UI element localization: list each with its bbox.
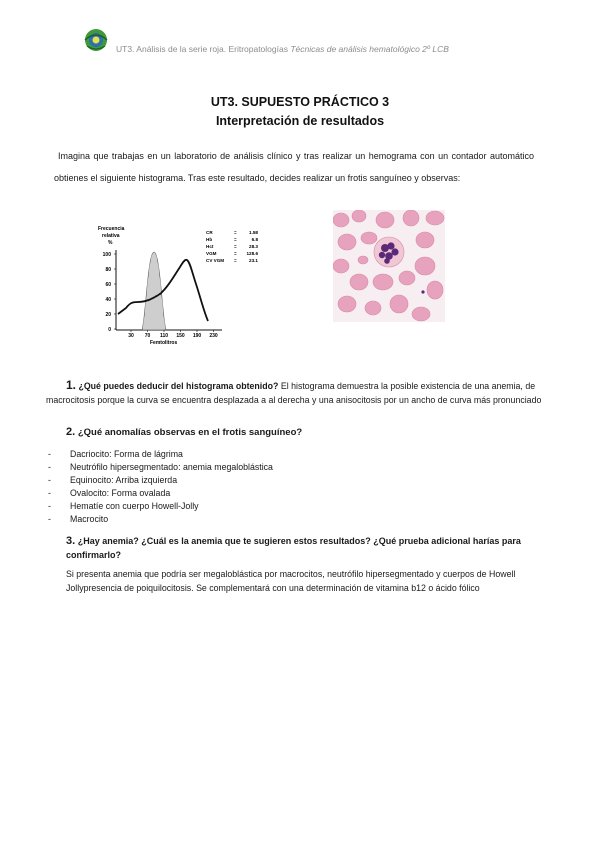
blood-smear-image bbox=[333, 210, 445, 322]
x-tick-label: 70 bbox=[144, 333, 151, 339]
question-2 bbox=[66, 426, 302, 438]
x-tick-label: 110 bbox=[159, 333, 169, 339]
question-3-text: ¿Hay anemia? ¿Cuál es la anemia que te sugieren estos resultados? ¿Qué prueba adicional harías para confirmarlo? bbox=[66, 536, 521, 560]
list-item: - Macrocito bbox=[48, 514, 109, 524]
table-equals: = bbox=[234, 244, 237, 249]
x-tick-label: 30 bbox=[128, 333, 134, 339]
list-item: - Neutrófilo hipersegmentado: anemia megaloblástica bbox=[48, 462, 273, 472]
question-3 bbox=[66, 534, 526, 562]
y-tick-label: 80 bbox=[105, 267, 111, 273]
table-label: Hct bbox=[206, 244, 214, 249]
table-equals: = bbox=[234, 258, 237, 263]
question-1-answer: El histograma demuestra la posible existencia de una anemia, de macrocitosis porque la curva se encuentra desplazada a al derecha y una anisocitosis por un ancho de curva más pronunciado bbox=[46, 381, 542, 405]
table-value: 6.8 bbox=[251, 237, 258, 242]
table-value: 128.6 bbox=[246, 251, 258, 256]
intro-paragraph bbox=[54, 145, 534, 189]
ylabel-line1: Frecuencia bbox=[98, 226, 125, 232]
list-item: - Ovalocito: Forma ovalada bbox=[48, 488, 171, 498]
question-1-text: ¿Qué puedes deducir del histograma obtenido? bbox=[78, 381, 279, 391]
x-tick-label: 230 bbox=[209, 333, 218, 339]
question-3-number: 3. bbox=[66, 535, 76, 547]
school-logo-icon bbox=[82, 26, 110, 54]
table-label: Hb bbox=[206, 237, 213, 242]
question-3-answer: Si presenta anemia que podría ser megaloblástica por macrocitos, neutrófilo hipersegmentado y cuerpos de Howell Jollypresencia de poiquilocitosis. Se complementará con una determinación de vitamina b12 o ácido fólico bbox=[66, 569, 516, 593]
ylabel-line3: % bbox=[108, 240, 113, 246]
question-2-number: 2. bbox=[66, 426, 76, 438]
list-item: - Dacriocito: Forma de lágrima bbox=[48, 449, 183, 459]
y-tick-label: 20 bbox=[105, 312, 111, 318]
page-title: UT3. SUPUESTO PRÁCTICO 3 bbox=[210, 95, 390, 109]
page-subtitle: Interpretación de resultados bbox=[215, 114, 385, 128]
question-1 bbox=[46, 378, 546, 407]
y-tick-label: 0 bbox=[108, 327, 111, 333]
histogram-figure bbox=[96, 222, 264, 350]
table-value: 1.58 bbox=[249, 230, 258, 235]
list-item: - Hematíe con cuerpo Howell-Jolly bbox=[48, 501, 199, 511]
table-value: 28.3 bbox=[249, 244, 258, 249]
y-tick-label: 40 bbox=[105, 297, 111, 303]
xlabel: Femtolitros bbox=[150, 340, 178, 346]
intro-text: Imagina que trabajas en un laboratorio de análisis clínico y tras realizar un hemograma con un contador automático obtienes el siguiente histograma. Tras este resultado, decides realizar un frotis sanguíneo y observas: bbox=[54, 151, 534, 183]
header-course-unit: UT3. Análisis de la serie roja. Eritropatologías bbox=[116, 44, 288, 54]
x-tick-label: 190 bbox=[192, 333, 202, 339]
table-value: 23.1 bbox=[249, 258, 258, 263]
ylabel-line2: relativa bbox=[102, 233, 120, 239]
table-equals: = bbox=[234, 251, 237, 256]
table-label: VGM bbox=[206, 251, 217, 256]
table-equals: = bbox=[234, 237, 237, 242]
table-label: CV VGM bbox=[206, 258, 225, 263]
y-tick-label: 60 bbox=[105, 282, 111, 288]
table-label: CR bbox=[206, 230, 213, 235]
table-equals: = bbox=[234, 230, 237, 235]
header-module: Técnicas de análisis hematológico 2º LCB bbox=[290, 44, 449, 54]
list-item: - Equinocito: Arriba izquierda bbox=[48, 475, 178, 485]
anomalies-list bbox=[48, 448, 273, 526]
page-header bbox=[116, 44, 449, 54]
x-tick-label: 150 bbox=[176, 333, 185, 339]
question-1-number: 1. bbox=[66, 378, 77, 392]
question-2-text: ¿Qué anomalías observas en el frotis sanguíneo? bbox=[77, 427, 303, 438]
y-tick-label: 100 bbox=[102, 252, 111, 258]
